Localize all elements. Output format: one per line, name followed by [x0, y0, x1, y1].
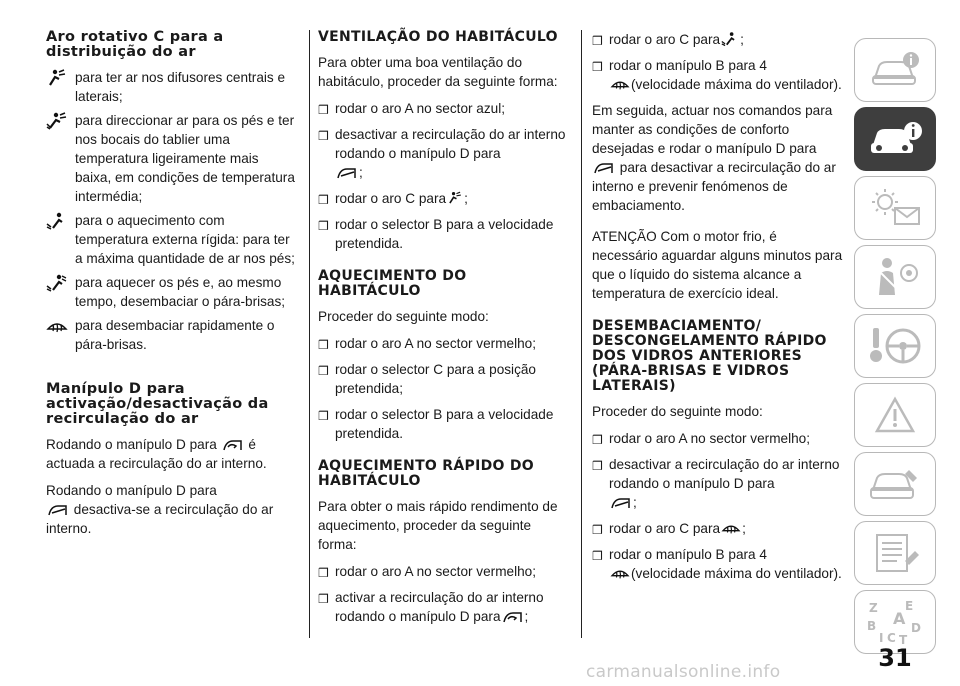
- list-item: [318, 125, 570, 182]
- defrost-icon: [610, 565, 630, 581]
- icon-list-text: para o aquecimento com temperatura externa rígida: para ter a máxima quantidade de ar nos pés;: [75, 213, 295, 266]
- list-text: rodar o selector B para a velocidade pretendida.: [335, 407, 554, 441]
- column-1: [46, 30, 298, 546]
- recirculation-off-icon: [336, 166, 358, 180]
- road-warning-icon: [867, 393, 923, 437]
- text: Rodando o manípulo D para: [46, 483, 217, 498]
- icon-list-item: [46, 316, 298, 354]
- svg-text:I: I: [879, 631, 884, 645]
- bullet: ❒: [318, 409, 329, 423]
- warning-lights-icon: [867, 186, 923, 230]
- section-heading: AQUECIMENTO RÁPIDO DO HABITÁCULO: [318, 458, 534, 489]
- list-text: ;: [742, 521, 746, 536]
- vent-face-feet-icon: [46, 112, 68, 130]
- bullet: ❒: [592, 34, 603, 48]
- icon-list-text: para direccionar ar para os pés e ter nos bocais do tablier uma temperatura ligeiramente mais baixa, em condições de temperatura intermédia;: [75, 113, 295, 204]
- bullet: ❒: [318, 219, 329, 233]
- sidebar-tab-maintenance[interactable]: [854, 452, 936, 516]
- svg-text:E: E: [905, 599, 914, 613]
- bullet: ❒: [318, 592, 329, 606]
- list-item: [592, 30, 844, 49]
- list-text: rodar o selector C para a posição pretendida;: [335, 362, 536, 396]
- sidebar-tab-driving[interactable]: [854, 314, 936, 378]
- list-item: [318, 334, 570, 353]
- svg-text:D: D: [911, 621, 921, 635]
- sidebar-tab-car-info[interactable]: [854, 38, 936, 102]
- list-text: rodar o aro A no sector vermelho;: [335, 336, 536, 351]
- list-item: [318, 562, 570, 581]
- svg-text:Z: Z: [869, 601, 878, 615]
- sidebar-tab-warning-lights[interactable]: [854, 176, 936, 240]
- list-item: [592, 519, 844, 538]
- list-text: desactivar a recirculação do ar interno rodando o manípulo D para: [335, 127, 566, 161]
- bullet: ❒: [592, 433, 603, 447]
- list-text: rodar o selector B para a velocidade pretendida.: [335, 217, 554, 251]
- section-heading: Aro rotativo C para a distribuição do ar: [46, 29, 224, 60]
- list-text: rodar o aro A no sector vermelho;: [335, 564, 536, 579]
- list-text: activar a recirculação do ar interno rodando o manípulo D para: [335, 590, 544, 624]
- defrost-icon: [721, 520, 741, 536]
- vent-feet-defrost-icon: [46, 274, 68, 292]
- list-text: ;: [359, 165, 363, 180]
- section-heading: AQUECIMENTO DO HABITÁCULO: [318, 268, 467, 299]
- bullet: ❒: [318, 338, 329, 352]
- vent-feet-icon: [46, 212, 68, 230]
- page-number: 31: [878, 644, 912, 672]
- steering-key-icon: [867, 324, 923, 368]
- chapter-sidebar: [854, 38, 936, 659]
- defrost-icon: [46, 317, 68, 335]
- paragraph: [46, 481, 298, 538]
- icon-list-text: para aquecer os pés e, ao mesmo tempo, desembaciar o pára-brisas;: [75, 275, 286, 309]
- recirculation-off-icon: [610, 496, 632, 510]
- sidebar-tab-car-active[interactable]: [854, 107, 936, 171]
- column-divider: [309, 30, 310, 638]
- list-item: [592, 429, 844, 448]
- list-text: ;: [524, 609, 529, 624]
- bullet: ❒: [592, 459, 603, 473]
- car-active-info-icon: [867, 119, 923, 159]
- sidebar-tab-emergency[interactable]: [854, 383, 936, 447]
- bullet: ❒: [592, 60, 603, 74]
- list-text: rodar o aro A no sector vermelho;: [609, 431, 810, 446]
- specs-list-icon: [867, 531, 923, 575]
- text: Em seguida, actuar nos comandos para manter as condições de conforto desejadas e rodar o manípulo D para: [592, 103, 833, 156]
- paragraph: Proceder do seguinte modo:: [318, 309, 489, 324]
- list-text: rodar o aro C para: [609, 521, 721, 536]
- recirculation-on-icon: [222, 438, 244, 452]
- paragraph: [592, 101, 844, 215]
- column-2: [318, 30, 570, 633]
- paragraph: Para obter o mais rápido rendimento de aquecimento, proceder da seguinte forma:: [318, 499, 558, 552]
- list-item: [318, 360, 570, 398]
- bullet: ❒: [318, 129, 329, 143]
- paragraph: ATENÇÃO Com o motor frio, é necessário aguardar alguns minutos para que o líquido do sistema alcance a temperatura de exercício ideal.: [592, 229, 843, 301]
- list-text: ;: [740, 32, 744, 47]
- list-item: [592, 56, 844, 94]
- bullet: ❒: [318, 364, 329, 378]
- list-item: [318, 189, 570, 208]
- defrost-icon: [610, 76, 630, 92]
- section-heading: Manípulo D para activação/desactivação da recirculação do ar: [46, 381, 269, 427]
- icon-list-item: [46, 273, 298, 311]
- section-heading: VENTILAÇÃO DO HABITÁCULO: [318, 29, 558, 45]
- vent-face-icon: [46, 69, 68, 87]
- list-item: [318, 215, 570, 253]
- list-text: rodar o aro A no sector azul;: [335, 101, 506, 116]
- svg-text:T: T: [899, 633, 908, 646]
- sidebar-tab-technical-data[interactable]: [854, 521, 936, 585]
- list-text: desactivar a recirculação do ar interno rodando o manípulo D para: [609, 457, 840, 491]
- recirculation-off-icon: [47, 503, 69, 517]
- paragraph: Proceder do seguinte modo:: [592, 404, 763, 419]
- paragraph: [46, 435, 298, 473]
- list-text: ;: [633, 495, 637, 510]
- text: Rodando o manípulo D para: [46, 437, 217, 452]
- watermark: carmanualsonline.info: [586, 662, 781, 682]
- section-heading: DESEMBACIAMENTO/ DESCONGELAMENTO RÁPIDO DOS VIDROS ANTERIORES (PÁRA-BRISAS E VIDROS LATERAIS): [592, 318, 827, 394]
- bullet: ❒: [318, 566, 329, 580]
- sidebar-tab-safety[interactable]: [854, 245, 936, 309]
- car-service-icon: [867, 464, 923, 504]
- list-item: [318, 405, 570, 443]
- bullet: ❒: [592, 549, 603, 563]
- svg-text:C: C: [887, 631, 896, 645]
- list-item: [318, 588, 570, 626]
- recirculation-on-icon: [502, 610, 524, 624]
- vent-face-icon: [447, 190, 463, 206]
- list-text: rodar o manípulo B para 4: [609, 58, 767, 73]
- list-item: [318, 99, 570, 118]
- column-divider: [581, 30, 582, 638]
- icon-list-item: [46, 111, 298, 206]
- list-text: (velocidade máxima do ventilador).: [631, 566, 842, 581]
- list-text: rodar o manípulo B para 4: [609, 547, 767, 562]
- list-text: rodar o aro C para: [609, 32, 721, 47]
- bullet: ❒: [318, 103, 329, 117]
- list-text: ;: [464, 191, 468, 206]
- icon-list-text: para desembaciar rapidamente o pára-brisas.: [75, 318, 275, 352]
- list-text: rodar o aro C para: [335, 191, 447, 206]
- column-3: [592, 30, 844, 590]
- bullet: ❒: [592, 523, 603, 537]
- seatbelt-airbag-icon: [867, 255, 923, 299]
- icon-list-item: [46, 211, 298, 268]
- text: para desactivar a recirculação do ar interno e prevenir fenómenos de embaciamento.: [592, 160, 836, 213]
- svg-text:B: B: [867, 619, 877, 633]
- icon-list-text: para ter ar nos difusores centrais e laterais;: [75, 70, 286, 104]
- text: desactiva-se a recirculação do ar interno.: [46, 502, 274, 536]
- vent-feet-icon: [721, 31, 739, 47]
- list-item: [592, 455, 844, 512]
- car-info-icon: [869, 50, 921, 90]
- paragraph: Para obter uma boa ventilação do habitáculo, proceder da seguinte forma:: [318, 55, 558, 89]
- list-text: (velocidade máxima do ventilador).: [631, 77, 842, 92]
- svg-text:A: A: [893, 609, 906, 628]
- text: é actuada a recirculação do ar interno.: [46, 437, 267, 471]
- recirculation-off-icon: [593, 161, 615, 175]
- icon-list-item: [46, 68, 298, 106]
- index-letters-icon: [865, 598, 925, 646]
- list-item: [592, 545, 844, 583]
- bullet: ❒: [318, 193, 329, 207]
